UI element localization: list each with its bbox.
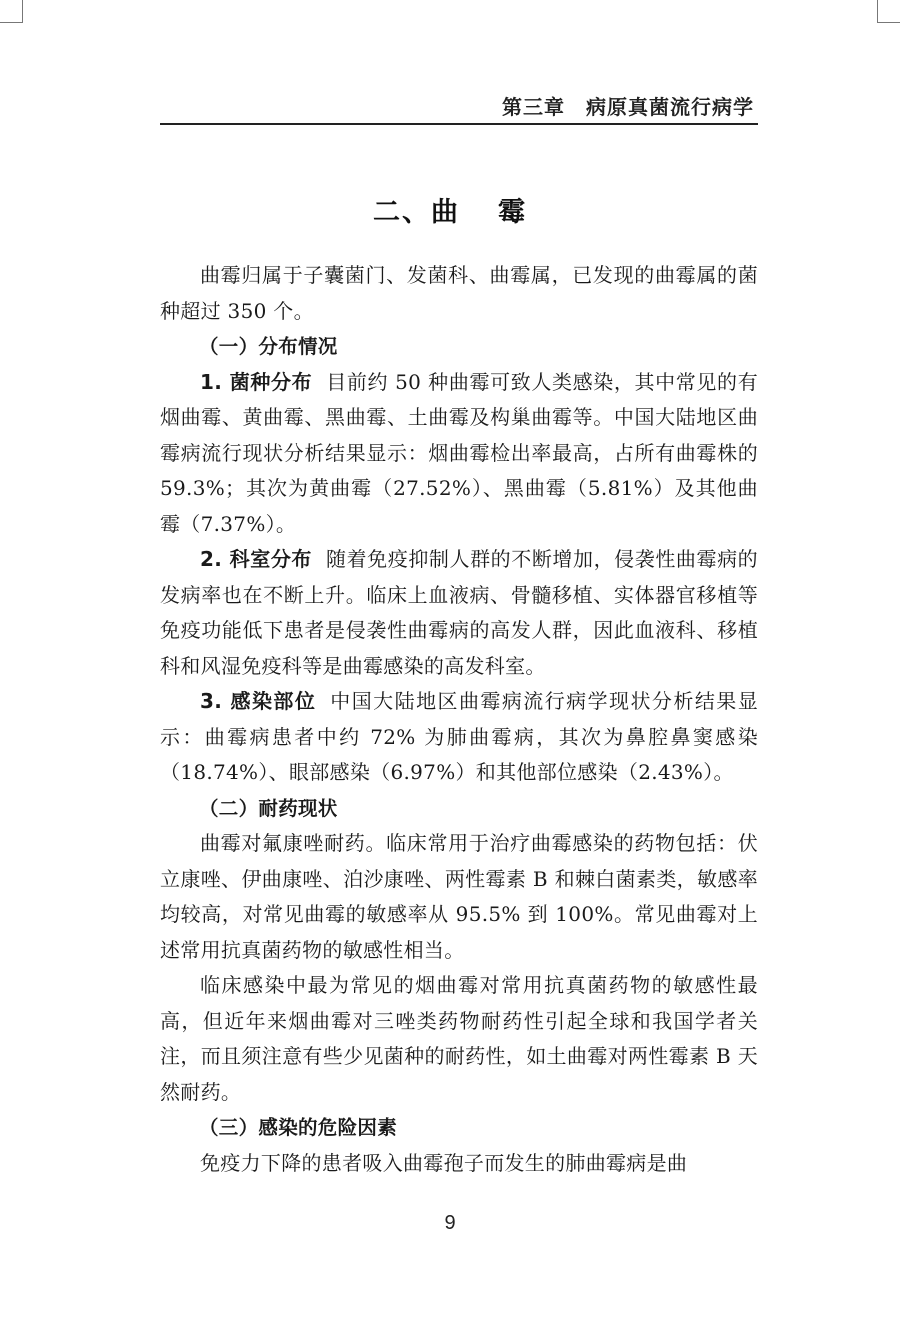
running-head: 第三章 病原真菌流行病学 [502, 95, 754, 119]
intro-paragraph: 曲霉归属于子囊菌门、发菌科、曲霉属，已发现的曲霉属的菌种超过 350 个。 [160, 263, 758, 323]
paragraph-species-distribution [160, 365, 758, 543]
text-department-distribution: 随着免疫抑制人群的不断增加，侵袭性曲霉病的发病率也在不断上升。临床上血液病、骨髓移植、实体器官移植等免疫功能低下患者是侵袭性曲霉病的高发人群，因此血液科、移植科和风湿免疫科等是曲霉感染的高发科室。 [160, 547, 758, 678]
paragraph-resistance-2: 临床感染中最为常见的烟曲霉对常用抗真菌药物的敏感性最高，但近年来烟曲霉对三唑类药物耐药性引起全球和我国学者关注，而且须注意有些少见菌种的耐药性，如土曲霉对两性霉素 B 天然耐药。 [160, 973, 758, 1104]
crop-mark-top-right [877, 0, 900, 23]
section-title-part1: 二、曲 [373, 197, 460, 228]
subheading-distribution: （一）分布情况 [199, 335, 338, 358]
paragraph-infection-site [160, 684, 758, 791]
body-text [160, 258, 758, 1181]
paragraph-risk-factors: 免疫力下降的患者吸入曲霉孢子而发生的肺曲霉病是曲 [200, 1150, 688, 1175]
paragraph-resistance: 曲霉对氟康唑耐药。临床常用于治疗曲霉感染的药物包括：伏立康唑、伊曲康唑、泊沙康唑、两性霉素 B 和棘白菌素类，敏感率均较高，对常见曲霉的敏感率从 95.5% 到 100%。常见曲霉对上述常用抗真菌药物的敏感性相当。 [160, 831, 758, 962]
page-number: 9 [444, 1212, 456, 1234]
lead-department-distribution: 2. 科室分布 [200, 547, 312, 571]
subheading-risk-factors: （三）感染的危险因素 [199, 1116, 398, 1139]
subheading-resistance: （二）耐药现状 [199, 796, 338, 820]
text-infection-site: 中国大陆地区曲霉病流行病学现状分析结果显示：曲霉病患者中约 72% 为肺曲霉病，其次为鼻腔鼻窦感染（18.74%）、眼部感染（6.97%）和其他部位感染（2.43%）。 [160, 689, 759, 784]
header-rule [160, 123, 758, 125]
text-species-distribution: 目前约 50 种曲霉可致人类感染，其中常见的有烟曲霉、黄曲霉、黑曲霉、土曲霉及构巢曲霉等。中国大陆地区曲霉病流行现状分析结果显示：烟曲霉检出率最高，占所有曲霉株的 59.3%；其次为黄曲霉（27.52%）、黑曲霉（5.81%）及其他曲霉（7.37%）。 [160, 369, 758, 536]
crop-mark-top-left [0, 0, 23, 23]
section-title-part2: 霉 [498, 197, 527, 228]
section-title [0, 190, 900, 229]
lead-infection-site: 3. 感染部位 [200, 689, 317, 713]
paragraph-department-distribution [160, 542, 758, 684]
lead-species-distribution: 1. 菌种分布 [200, 369, 313, 394]
